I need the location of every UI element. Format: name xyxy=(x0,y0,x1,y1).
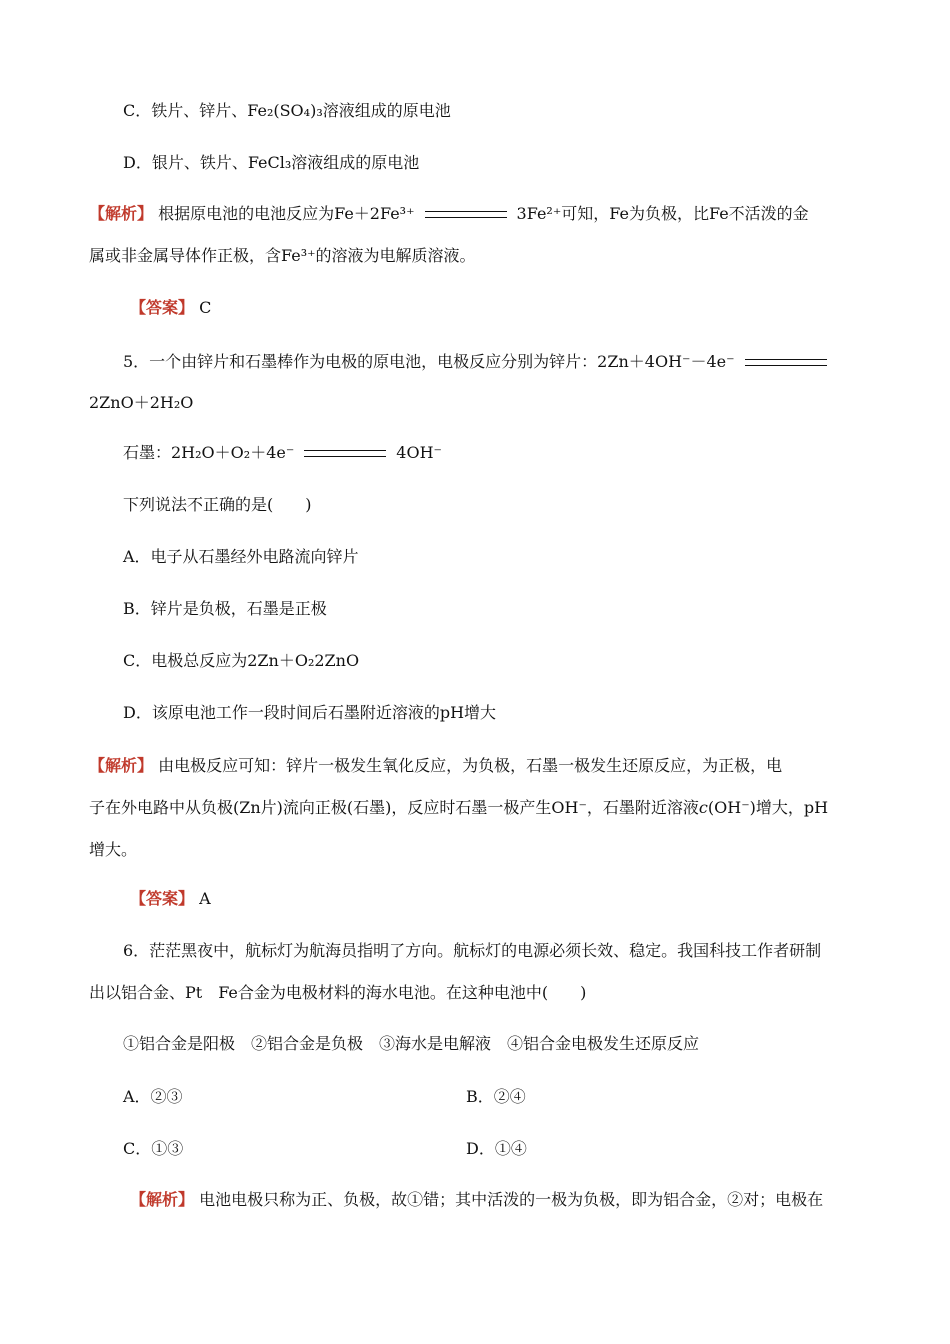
q4-analysis-text-a: 根据原电池的电池反应为Fe＋2Fe³⁺ xyxy=(158,204,415,223)
q5-question: 下列说法不正确的是( ) xyxy=(123,495,312,514)
q4-analysis xyxy=(89,193,858,277)
q5-stem-text: 5．一个由锌片和石墨棒作为电极的原电池，电极反应分别为锌片：2Zn＋4OH⁻－4e⁻ xyxy=(123,352,735,371)
q5-option-d: D．该原电池工作一段时间后石墨附近溶液的pH增大 xyxy=(123,703,497,722)
analysis-tag: 【解析】 xyxy=(89,204,154,223)
analysis-tag: 【解析】 xyxy=(130,1190,195,1209)
q5-option-c: C．电极总反应为2Zn＋O₂2ZnO xyxy=(123,651,360,670)
reaction-equals-sign xyxy=(304,450,386,457)
q5-graphite-reaction xyxy=(123,443,442,463)
q5-stem-line1 xyxy=(123,352,837,372)
q5-analysis-line1: 由电极反应可知：锌片一极发生氧化反应，为负极，石墨一极发生还原反应，为正极，电 xyxy=(158,756,783,775)
answer-tag: 【答案】 xyxy=(130,889,195,908)
q4-answer-value: C xyxy=(199,298,212,317)
q6-statements: ①铝合金是阳极 ②铝合金是负极 ③海水是电解液 ④铝合金电极发生还原反应 xyxy=(123,1034,700,1053)
q5-analysis-line3: 增大。 xyxy=(89,840,138,859)
q5-answer-value: A xyxy=(199,889,211,908)
q5-analysis xyxy=(89,745,858,871)
q6-analysis-line1: 电池电极只称为正、负极，故①错；其中活泼的一极为负极，即为铝合金，②对；电极在 xyxy=(199,1190,824,1209)
q6-option-a: A．②③ xyxy=(123,1087,183,1106)
q5-option-a: A．电子从石墨经外电路流向锌片 xyxy=(123,547,359,566)
concentration-symbol: c xyxy=(698,798,708,817)
q4-answer xyxy=(130,298,211,318)
q6-stem xyxy=(123,930,858,972)
q4-option-c: C．铁片、锌片、Fe₂(SO₄)₃溶液组成的原电池 xyxy=(123,101,451,120)
reaction-equals-sign xyxy=(425,211,507,218)
q4-analysis-text-c: 属或非金属导体作正极，含Fe³⁺的溶液为电解质溶液。 xyxy=(89,246,476,265)
q5-analysis-line2: 子在外电路中从负极(Zn片)流向正极(石墨)，反应时石墨一极产生OH⁻，石墨附近溶液 xyxy=(89,798,699,817)
q5-answer xyxy=(130,889,211,909)
analysis-tag: 【解析】 xyxy=(89,756,154,775)
q6-analysis xyxy=(130,1190,823,1210)
q5-analysis-line2-end: (OH⁻)增大，pH xyxy=(707,798,829,817)
q5-option-b: B．锌片是负极，石墨是正极 xyxy=(123,599,327,618)
graphite-reaction-left: 石墨：2H₂O＋O₂＋4e⁻ xyxy=(123,443,295,462)
graphite-reaction-right: 4OH⁻ xyxy=(396,443,442,462)
q6-option-d: D．①④ xyxy=(466,1139,527,1158)
q4-option-d: D．银片、铁片、FeCl₃溶液组成的原电池 xyxy=(123,153,420,172)
q6-stem-line1: 6．茫茫黑夜中，航标灯为航海员指明了方向。航标灯的电源必须长效、稳定。我国科技工作者研制 xyxy=(123,941,822,960)
q6-stem-line2: 出以铝合金、Pt Fe合金为电极材料的海水电池。在这种电池中( ) xyxy=(89,983,587,1002)
q6-option-c: C．①③ xyxy=(123,1139,184,1158)
q6-option-b: B．②④ xyxy=(466,1087,526,1106)
q4-analysis-text-b: 3Fe²⁺可知，Fe为负极，比Fe不活泼的金 xyxy=(516,204,809,223)
answer-tag: 【答案】 xyxy=(130,298,195,317)
q5-stem-line2: 2ZnO＋2H₂O xyxy=(89,393,194,412)
reaction-equals-sign xyxy=(745,359,827,366)
